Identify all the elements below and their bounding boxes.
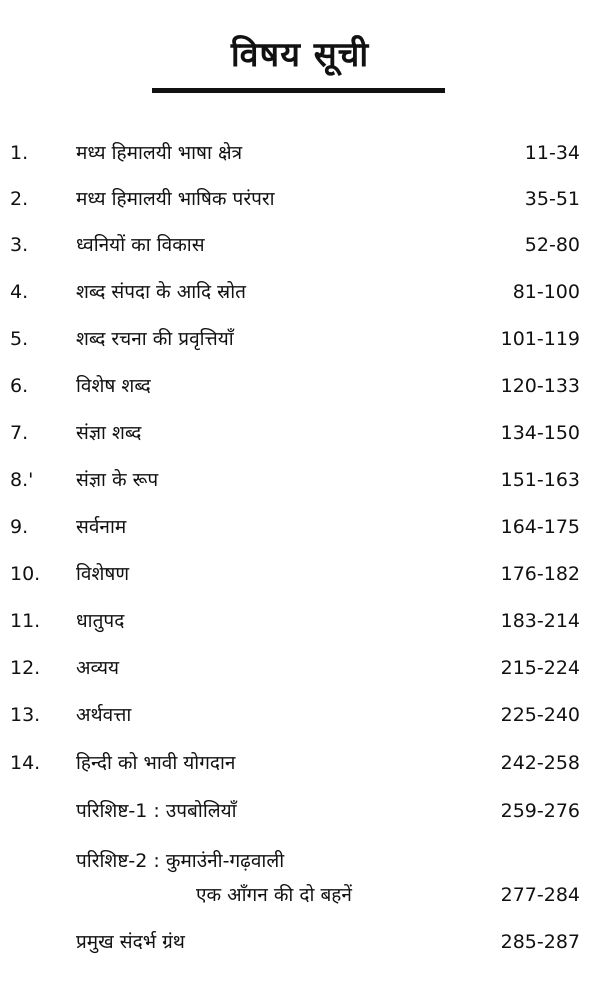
title-underline xyxy=(152,88,445,93)
entry-number: 1. xyxy=(10,142,29,164)
entry-number: 9. xyxy=(10,516,29,538)
toc-entry xyxy=(0,655,600,689)
entry-title: संज्ञा के रूप xyxy=(76,469,159,491)
entry-pages: 277-284 xyxy=(500,884,580,906)
entry-number: 7. xyxy=(10,422,29,444)
entry-number: 8.' xyxy=(10,469,34,491)
entry-pages: 11-34 xyxy=(524,142,580,164)
toc-entry xyxy=(0,514,600,548)
entry-number: 2. xyxy=(10,188,29,210)
page-title: विषय सूची xyxy=(230,35,370,75)
entry-pages: 101-119 xyxy=(500,328,580,350)
entry-title: विशेषण xyxy=(76,563,130,585)
entry-title: शब्द संपदा के आदि स्रोत xyxy=(76,281,246,303)
entry-pages: 35-51 xyxy=(524,188,580,210)
entry-title: विशेष शब्द xyxy=(76,375,151,397)
entry-title: प्रमुख संदर्भ ग्रंथ xyxy=(76,931,185,953)
entry-title: संज्ञा शब्द xyxy=(76,422,142,444)
entry-number: 3. xyxy=(10,234,29,256)
entry-number: 10. xyxy=(10,563,41,585)
entry-title: मध्य हिमालयी भाषिक परंपरा xyxy=(76,188,275,210)
toc-entry xyxy=(0,326,600,360)
toc-entry xyxy=(0,702,600,736)
entry-pages: 176-182 xyxy=(500,563,580,585)
entry-number: 6. xyxy=(10,375,29,397)
entry-pages: 225-240 xyxy=(500,704,580,726)
entry-title: धातुपद xyxy=(76,610,125,632)
entry-pages: 285-287 xyxy=(500,931,580,953)
entry-title-line2: एक आँगन की दो बहनें xyxy=(196,884,352,906)
toc-entry xyxy=(0,467,600,501)
entry-title: शब्द रचना की प्रवृत्तियाँ xyxy=(76,328,234,350)
entry-title: अव्यय xyxy=(76,657,120,679)
entry-pages: 151-163 xyxy=(500,469,580,491)
toc-entry xyxy=(0,561,600,595)
entry-title: परिशिष्ट-1 : उपबोलियाँ xyxy=(76,800,237,822)
entry-pages: 259-276 xyxy=(500,800,580,822)
entry-title: हिन्दी को भावी योगदान xyxy=(76,752,236,774)
entry-number: 14. xyxy=(10,752,41,774)
entry-title: सर्वनाम xyxy=(76,516,127,538)
entry-pages: 134-150 xyxy=(500,422,580,444)
references-entry xyxy=(0,929,600,963)
toc-entry xyxy=(0,373,600,407)
entry-number: 11. xyxy=(10,610,41,632)
entry-pages: 52-80 xyxy=(524,234,580,256)
entry-title-line1: परिशिष्ट-2 : कुमाउंनी-गढ़वाली xyxy=(76,850,285,872)
entry-pages: 242-258 xyxy=(500,752,580,774)
entry-number: 13. xyxy=(10,704,41,726)
entry-title: ध्वनियों का विकास xyxy=(76,234,205,256)
entry-pages: 164-175 xyxy=(500,516,580,538)
entry-pages: 81-100 xyxy=(512,281,580,303)
entry-pages: 215-224 xyxy=(500,657,580,679)
toc-entry xyxy=(0,140,600,174)
toc-entry xyxy=(0,750,600,784)
toc-entry xyxy=(0,186,600,220)
toc-entry xyxy=(0,608,600,642)
entry-pages: 120-133 xyxy=(500,375,580,397)
toc-entry xyxy=(0,232,600,266)
entry-number: 4. xyxy=(10,281,29,303)
entry-number: 5. xyxy=(10,328,29,350)
entry-number: 12. xyxy=(10,657,41,679)
entry-pages: 183-214 xyxy=(500,610,580,632)
entry-title: अर्थवत्ता xyxy=(76,704,132,726)
toc-entry xyxy=(0,279,600,313)
appendix-1-entry xyxy=(0,798,600,832)
entry-title: मध्य हिमालयी भाषा क्षेत्र xyxy=(76,142,243,164)
toc-entry xyxy=(0,420,600,454)
